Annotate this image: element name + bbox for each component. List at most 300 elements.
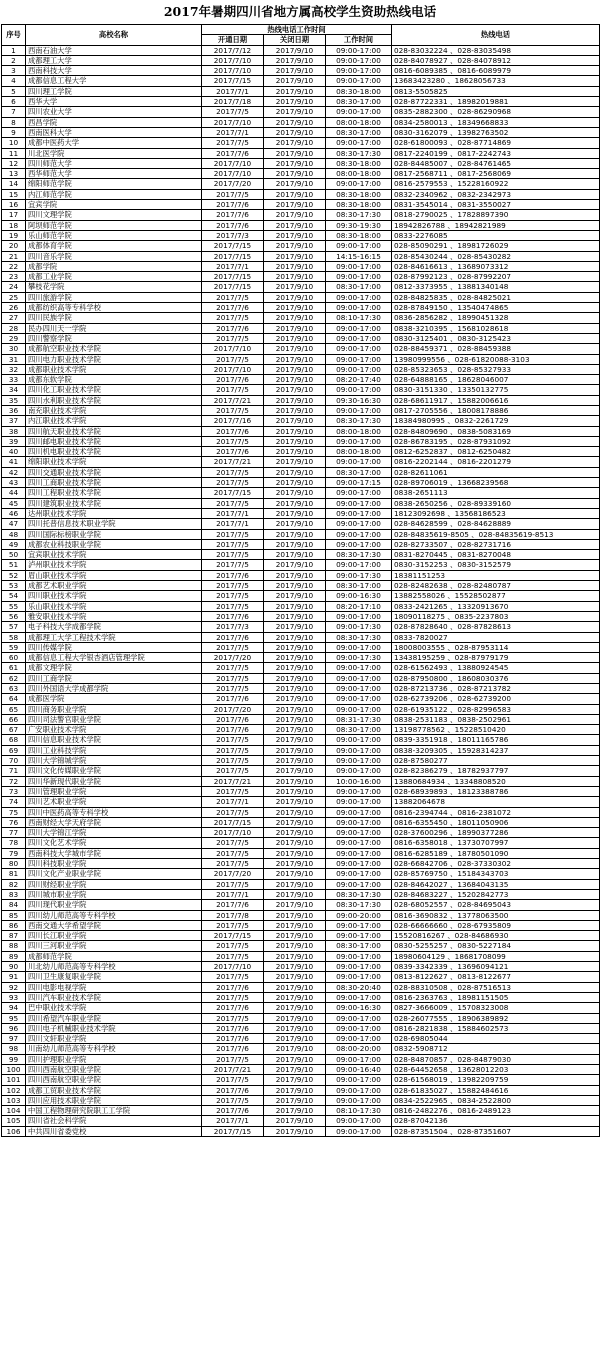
cell-school-name: 阿坝师范学院 <box>26 220 202 230</box>
cell-school-name: 成都理工大学工程技术学院 <box>26 632 202 642</box>
cell-school-name: 四川交通职业技术学院 <box>26 467 202 477</box>
table-row <box>2 539 600 549</box>
cell-phone: 028-61562493 、13880924545 <box>392 663 600 673</box>
cell-school-name: 四川西南航空职业学院 <box>26 1075 202 1085</box>
table-row <box>2 786 600 796</box>
cell-close-date: 2017/9/10 <box>264 622 326 632</box>
cell-work-time: 09:00-17:30 <box>326 653 392 663</box>
cell-close-date: 2017/9/10 <box>264 385 326 395</box>
cell-phone: 028-84642027 、13684043135 <box>392 879 600 889</box>
cell-close-date: 2017/9/10 <box>264 663 326 673</box>
table-row <box>2 282 600 292</box>
cell-phone: 028-87849150 、13540474865 <box>392 303 600 313</box>
cell-phone: 0816-2579553 、15228160922 <box>392 179 600 189</box>
cell-open-date: 2017/7/5 <box>202 972 264 982</box>
table-row <box>2 642 600 652</box>
table-row <box>2 1034 600 1044</box>
cell-work-time: 09:00-17:00 <box>326 807 392 817</box>
cell-close-date: 2017/9/10 <box>264 436 326 446</box>
cell-open-date: 2017/7/6 <box>202 725 264 735</box>
table-row <box>2 1013 600 1023</box>
cell-open-date: 2017/7/5 <box>202 663 264 673</box>
cell-index: 23 <box>2 272 26 282</box>
cell-close-date: 2017/9/10 <box>264 673 326 683</box>
cell-phone: 028-87213736 、028-87213782 <box>392 684 600 694</box>
cell-phone: 0832-5908712 <box>392 1044 600 1054</box>
table-row <box>2 1003 600 1013</box>
cell-open-date: 2017/7/21 <box>202 395 264 405</box>
cell-close-date: 2017/9/10 <box>264 1023 326 1033</box>
cell-close-date: 2017/9/10 <box>264 591 326 601</box>
cell-school-name: 西南科技大学 <box>26 66 202 76</box>
cell-index: 35 <box>2 395 26 405</box>
cell-open-date: 2017/7/6 <box>202 1085 264 1095</box>
cell-close-date: 2017/9/10 <box>264 272 326 282</box>
cell-open-date: 2017/7/5 <box>202 436 264 446</box>
cell-school-name: 雅安职业技术学院 <box>26 611 202 621</box>
cell-close-date: 2017/9/10 <box>264 282 326 292</box>
cell-open-date: 2017/7/5 <box>202 766 264 776</box>
cell-work-time: 08:10-17:30 <box>326 313 392 323</box>
table-row <box>2 375 600 385</box>
cell-open-date: 2017/7/5 <box>202 1075 264 1085</box>
cell-work-time: 08:30-20:40 <box>326 982 392 992</box>
cell-phone: 028-62739206 、028-62739200 <box>392 694 600 704</box>
cell-close-date: 2017/9/10 <box>264 859 326 869</box>
cell-index: 24 <box>2 282 26 292</box>
cell-close-date: 2017/9/10 <box>264 941 326 951</box>
cell-index: 76 <box>2 817 26 827</box>
cell-school-name: 四川理工学院 <box>26 86 202 96</box>
cell-work-time: 09:30-19:30 <box>326 220 392 230</box>
cell-open-date: 2017/7/5 <box>202 1054 264 1064</box>
cell-work-time: 09:00-17:00 <box>326 138 392 148</box>
table-row <box>2 138 600 148</box>
table-row <box>2 1075 600 1085</box>
table-row <box>2 241 600 251</box>
cell-school-name: 四川机电职业技术学院 <box>26 447 202 457</box>
cell-school-name: 绵阳师范学院 <box>26 179 202 189</box>
cell-school-name: 四川电影电视学院 <box>26 982 202 992</box>
cell-work-time: 08:30-17:30 <box>326 900 392 910</box>
cell-index: 68 <box>2 735 26 745</box>
cell-open-date: 2017/7/6 <box>202 1034 264 1044</box>
cell-open-date: 2017/7/5 <box>202 859 264 869</box>
table-row <box>2 478 600 488</box>
cell-close-date: 2017/9/10 <box>264 230 326 240</box>
table-row <box>2 148 600 158</box>
cell-index: 36 <box>2 405 26 415</box>
cell-school-name: 四川传媒学院 <box>26 642 202 652</box>
cell-open-date: 2017/7/5 <box>202 550 264 560</box>
cell-close-date: 2017/9/10 <box>264 550 326 560</box>
cell-open-date: 2017/7/5 <box>202 333 264 343</box>
cell-open-date: 2017/7/20 <box>202 704 264 714</box>
cell-school-name: 四川文化艺术学院 <box>26 838 202 848</box>
cell-school-name: 攀枝花学院 <box>26 282 202 292</box>
cell-work-time: 09:00-17:00 <box>326 745 392 755</box>
cell-index: 47 <box>2 519 26 529</box>
cell-work-time: 08:30-17:00 <box>326 97 392 107</box>
cell-close-date: 2017/9/10 <box>264 1095 326 1105</box>
cell-school-name: 四川工程职业技术学院 <box>26 488 202 498</box>
cell-work-time: 09:00-16:30 <box>326 1003 392 1013</box>
cell-phone: 028-66842706 、028-37330302 <box>392 859 600 869</box>
cell-close-date: 2017/9/10 <box>264 539 326 549</box>
cell-phone: 028-61568019 、13982209759 <box>392 1075 600 1085</box>
cell-school-name: 四川航天职业技术学院 <box>26 426 202 436</box>
cell-phone: 0816-2394744 、0816-2381072 <box>392 807 600 817</box>
cell-phone: 13882064678 <box>392 797 600 807</box>
cell-school-name: 四川幼儿师范高等专科学校 <box>26 910 202 920</box>
cell-index: 14 <box>2 179 26 189</box>
cell-work-time: 08:30-17:00 <box>326 467 392 477</box>
cell-close-date: 2017/9/10 <box>264 745 326 755</box>
cell-open-date: 2017/7/10 <box>202 169 264 179</box>
cell-school-name: 四川师范大学 <box>26 158 202 168</box>
table-row <box>2 344 600 354</box>
cell-work-time: 09:00-17:00 <box>326 972 392 982</box>
cell-school-name: 四川城市职业学院 <box>26 889 202 899</box>
cell-close-date: 2017/9/10 <box>264 210 326 220</box>
cell-close-date: 2017/9/10 <box>264 86 326 96</box>
cell-phone: 028-87351504 、028-87351607 <box>392 1126 600 1136</box>
cell-school-name: 西华大学 <box>26 97 202 107</box>
cell-index: 33 <box>2 375 26 385</box>
cell-work-time: 09:00-17:00 <box>326 992 392 1002</box>
cell-open-date: 2017/7/5 <box>202 189 264 199</box>
table-row <box>2 859 600 869</box>
cell-work-time: 09:00-17:00 <box>326 354 392 364</box>
cell-close-date: 2017/9/10 <box>264 158 326 168</box>
cell-school-name: 成都信息工程大学 <box>26 76 202 86</box>
cell-open-date: 2017/7/5 <box>202 838 264 848</box>
cell-school-name: 四川文理学院 <box>26 210 202 220</box>
cell-index: 11 <box>2 148 26 158</box>
table-row <box>2 570 600 580</box>
cell-index: 73 <box>2 786 26 796</box>
cell-index: 8 <box>2 117 26 127</box>
cell-phone: 0813-5505825 <box>392 86 600 96</box>
cell-phone: 0838-2650256 、028-89339160 <box>392 498 600 508</box>
table-row <box>2 303 600 313</box>
cell-school-name: 川北幼儿师范高等专科学校 <box>26 962 202 972</box>
cell-close-date: 2017/9/10 <box>264 117 326 127</box>
cell-index: 81 <box>2 869 26 879</box>
cell-school-name: 宜宾职业技术学院 <box>26 550 202 560</box>
cell-index: 89 <box>2 951 26 961</box>
table-row <box>2 395 600 405</box>
cell-school-name: 民办四川天一学院 <box>26 323 202 333</box>
cell-close-date: 2017/9/10 <box>264 1116 326 1126</box>
cell-index: 64 <box>2 694 26 704</box>
cell-open-date: 2017/7/5 <box>202 848 264 858</box>
cell-open-date: 2017/7/6 <box>202 200 264 210</box>
cell-close-date: 2017/9/10 <box>264 375 326 385</box>
cell-work-time: 09:00-17:00 <box>326 859 392 869</box>
cell-index: 92 <box>2 982 26 992</box>
cell-close-date: 2017/9/10 <box>264 1034 326 1044</box>
cell-phone: 028-83032224 、028-83035498 <box>392 45 600 55</box>
cell-school-name: 成都理工大学 <box>26 55 202 65</box>
cell-school-name: 成都工贸职业技术学院 <box>26 1085 202 1095</box>
table-row <box>2 127 600 137</box>
cell-phone: 0813-8122627 、0813-8122677 <box>392 972 600 982</box>
cell-open-date: 2017/7/5 <box>202 951 264 961</box>
cell-close-date: 2017/9/10 <box>264 426 326 436</box>
cell-index: 94 <box>2 1003 26 1013</box>
cell-work-time: 10:00-16:00 <box>326 776 392 786</box>
cell-index: 6 <box>2 97 26 107</box>
cell-work-time: 09:00-17:00 <box>326 694 392 704</box>
cell-school-name: 四川长江职业学院 <box>26 931 202 941</box>
table-row <box>2 601 600 611</box>
cell-school-name: 川北医学院 <box>26 148 202 158</box>
table-row <box>2 220 600 230</box>
cell-open-date: 2017/7/3 <box>202 622 264 632</box>
table-row <box>2 745 600 755</box>
cell-work-time: 09:00-17:00 <box>326 797 392 807</box>
cell-close-date: 2017/9/10 <box>264 138 326 148</box>
cell-phone: 0827-3666009 、15708323008 <box>392 1003 600 1013</box>
table-row <box>2 97 600 107</box>
cell-school-name: 四川大学锦城学院 <box>26 756 202 766</box>
cell-index: 87 <box>2 931 26 941</box>
cell-phone: 028-66666660 、028-67935809 <box>392 920 600 930</box>
table-row <box>2 941 600 951</box>
cell-work-time: 09:00-17:00 <box>326 261 392 271</box>
cell-close-date: 2017/9/10 <box>264 292 326 302</box>
cell-close-date: 2017/9/10 <box>264 1106 326 1116</box>
cell-index: 1 <box>2 45 26 55</box>
cell-school-name: 四川信息职业技术学院 <box>26 735 202 745</box>
header-school: 高校名称 <box>26 25 202 46</box>
cell-phone: 0830-3151330 、13350132775 <box>392 385 600 395</box>
cell-phone: 0838-2531183 、0838-2502961 <box>392 714 600 724</box>
table-row <box>2 951 600 961</box>
cell-phone: 028-82611061 <box>392 467 600 477</box>
cell-work-time: 09:00-17:00 <box>326 962 392 972</box>
cell-close-date: 2017/9/10 <box>264 951 326 961</box>
cell-school-name: 四川三河职业学院 <box>26 941 202 951</box>
cell-school-name: 中国工程物理研究院职工工学院 <box>26 1106 202 1116</box>
cell-close-date: 2017/9/10 <box>264 1044 326 1054</box>
cell-phone: 028-84078927 、028-84078912 <box>392 55 600 65</box>
cell-close-date: 2017/9/10 <box>264 148 326 158</box>
cell-close-date: 2017/9/10 <box>264 76 326 86</box>
cell-close-date: 2017/9/10 <box>264 529 326 539</box>
cell-phone: 028-84825835 、028-84825021 <box>392 292 600 302</box>
cell-index: 13 <box>2 169 26 179</box>
table-row <box>2 1023 600 1033</box>
cell-school-name: 电子科技大学成都学院 <box>26 622 202 632</box>
cell-open-date: 2017/7/5 <box>202 539 264 549</box>
cell-phone: 18942826788 、18942821989 <box>392 220 600 230</box>
cell-close-date: 2017/9/10 <box>264 797 326 807</box>
header-work-time: 工作时间 <box>326 35 392 45</box>
cell-phone: 028-86783195 、028-87931092 <box>392 436 600 446</box>
cell-close-date: 2017/9/10 <box>264 632 326 642</box>
table-row <box>2 663 600 673</box>
cell-close-date: 2017/9/10 <box>264 333 326 343</box>
cell-open-date: 2017/7/15 <box>202 272 264 282</box>
cell-open-date: 2017/7/1 <box>202 508 264 518</box>
cell-index: 20 <box>2 241 26 251</box>
cell-phone: 0833-7820027 <box>392 632 600 642</box>
table-row <box>2 632 600 642</box>
cell-open-date: 2017/7/10 <box>202 962 264 972</box>
table-row <box>2 982 600 992</box>
table-row <box>2 838 600 848</box>
cell-open-date: 2017/7/6 <box>202 611 264 621</box>
cell-phone: 0816-6089385 、0816-6089979 <box>392 66 600 76</box>
table-row <box>2 333 600 343</box>
cell-work-time: 08:30-17:00 <box>326 282 392 292</box>
cell-open-date: 2017/7/5 <box>202 920 264 930</box>
cell-work-time: 08:31-17:30 <box>326 714 392 724</box>
table-row <box>2 611 600 621</box>
cell-phone: 028-69805044 <box>392 1034 600 1044</box>
cell-work-time: 09:00-17:00 <box>326 364 392 374</box>
cell-open-date: 2017/7/5 <box>202 735 264 745</box>
cell-work-time: 09:00-17:00 <box>326 931 392 941</box>
cell-index: 61 <box>2 663 26 673</box>
cell-index: 71 <box>2 766 26 776</box>
cell-school-name: 成都工业学院 <box>26 272 202 282</box>
cell-phone: 028-87950800 、18608030376 <box>392 673 600 683</box>
cell-index: 80 <box>2 859 26 869</box>
cell-school-name: 广安职业技术学院 <box>26 725 202 735</box>
cell-work-time: 09:00-17:00 <box>326 684 392 694</box>
cell-school-name: 中共四川省委党校 <box>26 1126 202 1136</box>
cell-open-date: 2017/7/5 <box>202 673 264 683</box>
cell-open-date: 2017/7/3 <box>202 230 264 240</box>
cell-close-date: 2017/9/10 <box>264 684 326 694</box>
cell-close-date: 2017/9/10 <box>264 189 326 199</box>
cell-open-date: 2017/7/6 <box>202 982 264 992</box>
table-row <box>2 179 600 189</box>
table-row <box>2 210 600 220</box>
cell-work-time: 09:00-17:00 <box>326 560 392 570</box>
cell-close-date: 2017/9/10 <box>264 1085 326 1095</box>
cell-open-date: 2017/7/6 <box>202 447 264 457</box>
cell-school-name: 成都中医药大学 <box>26 138 202 148</box>
cell-close-date: 2017/9/10 <box>264 735 326 745</box>
cell-school-name: 达州职业技术学院 <box>26 508 202 518</box>
cell-open-date: 2017/7/5 <box>202 385 264 395</box>
cell-index: 60 <box>2 653 26 663</box>
cell-phone: 0830-3162079 、13982763502 <box>392 127 600 137</box>
cell-school-name: 西南医科大学 <box>26 127 202 137</box>
cell-close-date: 2017/9/10 <box>264 972 326 982</box>
cell-open-date: 2017/7/6 <box>202 303 264 313</box>
table-row <box>2 519 600 529</box>
cell-phone: 0838-3209305 、15928314237 <box>392 745 600 755</box>
table-row <box>2 725 600 735</box>
cell-open-date: 2017/7/1 <box>202 261 264 271</box>
table-row <box>2 920 600 930</box>
cell-phone: 13980999556 、028-61820088-3103 <box>392 354 600 364</box>
cell-phone: 18384980995 、0832-2261729 <box>392 416 600 426</box>
cell-close-date: 2017/9/10 <box>264 478 326 488</box>
cell-index: 74 <box>2 797 26 807</box>
cell-index: 18 <box>2 220 26 230</box>
cell-close-date: 2017/9/10 <box>264 931 326 941</box>
cell-school-name: 南充职业技术学院 <box>26 405 202 415</box>
cell-index: 69 <box>2 745 26 755</box>
cell-index: 39 <box>2 436 26 446</box>
cell-school-name: 四川希望汽车职业学院 <box>26 1013 202 1023</box>
cell-open-date: 2017/7/15 <box>202 251 264 261</box>
cell-index: 45 <box>2 498 26 508</box>
cell-open-date: 2017/7/20 <box>202 653 264 663</box>
cell-work-time: 08:30-17:30 <box>326 210 392 220</box>
cell-index: 58 <box>2 632 26 642</box>
cell-close-date: 2017/9/10 <box>264 55 326 65</box>
cell-work-time: 09:00-17:00 <box>326 488 392 498</box>
cell-open-date: 2017/7/15 <box>202 241 264 251</box>
cell-work-time: 09:00-17:00 <box>326 76 392 86</box>
cell-close-date: 2017/9/10 <box>264 889 326 899</box>
cell-school-name: 巴中职业技术学院 <box>26 1003 202 1013</box>
cell-work-time: 09:00-17:00 <box>326 879 392 889</box>
cell-open-date: 2017/7/10 <box>202 66 264 76</box>
cell-school-name: 成都信息工程大学银杏酒店管理学院 <box>26 653 202 663</box>
cell-index: 15 <box>2 189 26 199</box>
cell-work-time: 08:30-18:00 <box>326 189 392 199</box>
cell-phone: 13683423280 、18628056733 <box>392 76 600 86</box>
table-row <box>2 292 600 302</box>
cell-index: 12 <box>2 158 26 168</box>
cell-school-name: 四川农业大学 <box>26 107 202 117</box>
table-row <box>2 673 600 683</box>
cell-open-date: 2017/7/6 <box>202 632 264 642</box>
cell-index: 82 <box>2 879 26 889</box>
cell-open-date: 2017/7/15 <box>202 1126 264 1136</box>
cell-phone: 028-37600296 、18990377286 <box>392 828 600 838</box>
cell-phone: 028-84809690 、0838-5083169 <box>392 426 600 436</box>
cell-index: 32 <box>2 364 26 374</box>
cell-phone: 0831-3545014 、0831-3550027 <box>392 200 600 210</box>
hotline-table <box>1 24 600 1137</box>
cell-index: 10 <box>2 138 26 148</box>
cell-work-time: 08:30-17:00 <box>326 581 392 591</box>
cell-close-date: 2017/9/10 <box>264 807 326 817</box>
cell-open-date: 2017/7/6 <box>202 1106 264 1116</box>
table-row <box>2 467 600 477</box>
cell-school-name: 四川卫生康复职业学院 <box>26 972 202 982</box>
cell-index: 26 <box>2 303 26 313</box>
cell-index: 101 <box>2 1075 26 1085</box>
cell-index: 44 <box>2 488 26 498</box>
cell-school-name: 四川中医药高等专科学校 <box>26 807 202 817</box>
cell-index: 97 <box>2 1034 26 1044</box>
cell-school-name: 成都师范学院 <box>26 951 202 961</box>
cell-close-date: 2017/9/10 <box>264 725 326 735</box>
cell-phone: 13880684934 、13348808520 <box>392 776 600 786</box>
cell-phone: 0838-3210395 、15681028618 <box>392 323 600 333</box>
cell-school-name: 四川水利职业技术学院 <box>26 395 202 405</box>
cell-close-date: 2017/9/10 <box>264 395 326 405</box>
cell-school-name: 内江职业技术学院 <box>26 416 202 426</box>
table-row <box>2 910 600 920</box>
cell-work-time: 09:00-17:30 <box>326 570 392 580</box>
table-row <box>2 498 600 508</box>
cell-open-date: 2017/7/12 <box>202 45 264 55</box>
cell-close-date: 2017/9/10 <box>264 405 326 415</box>
cell-work-time: 09:00-17:30 <box>326 622 392 632</box>
cell-close-date: 2017/9/10 <box>264 1075 326 1085</box>
